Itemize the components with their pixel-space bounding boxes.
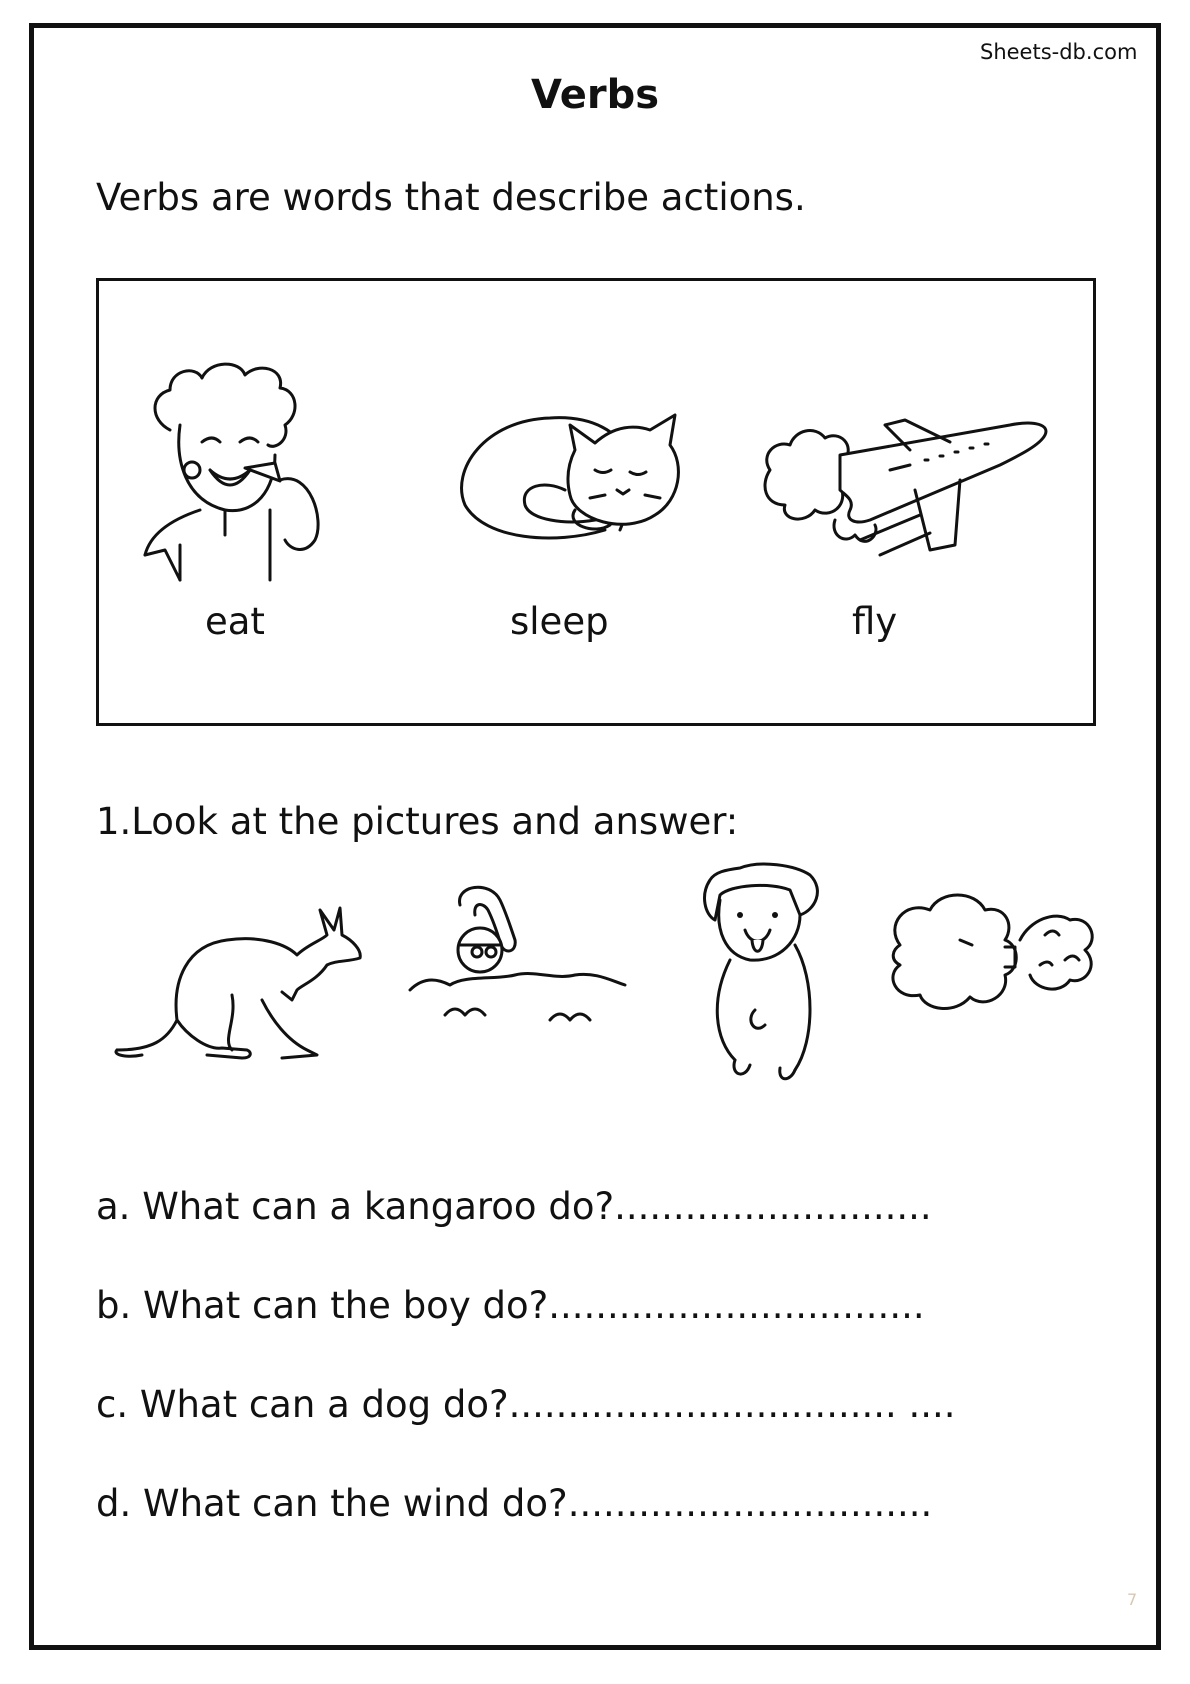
sleeping-cat-icon [455,410,695,560]
example-label-eat: eat [205,600,265,643]
instruction-text: 1.Look at the pictures and answer: [96,800,739,843]
swimming-boy-icon [405,880,645,1040]
example-label-sleep: sleep [510,600,609,643]
example-label-fly: fly [852,600,898,643]
boy-eating-icon [140,360,370,580]
running-dog-icon [700,860,830,1085]
blowing-wind-icon [880,885,1100,1025]
question-a: a. What can a kangaroo do?........................... [96,1185,932,1228]
page-number: 7 [1127,1590,1138,1609]
question-b: b. What can the boy do?................................ [96,1284,925,1327]
question-d: d. What can the wind do?............................... [96,1482,933,1525]
page-title: Verbs [530,72,660,118]
kangaroo-icon [112,900,372,1060]
airplane-icon [760,410,1060,580]
watermark: Sheets-db.com [980,40,1138,64]
intro-text: Verbs are words that describe actions. [96,176,806,219]
question-c: c. What can a dog do?................................. .... [96,1383,956,1426]
